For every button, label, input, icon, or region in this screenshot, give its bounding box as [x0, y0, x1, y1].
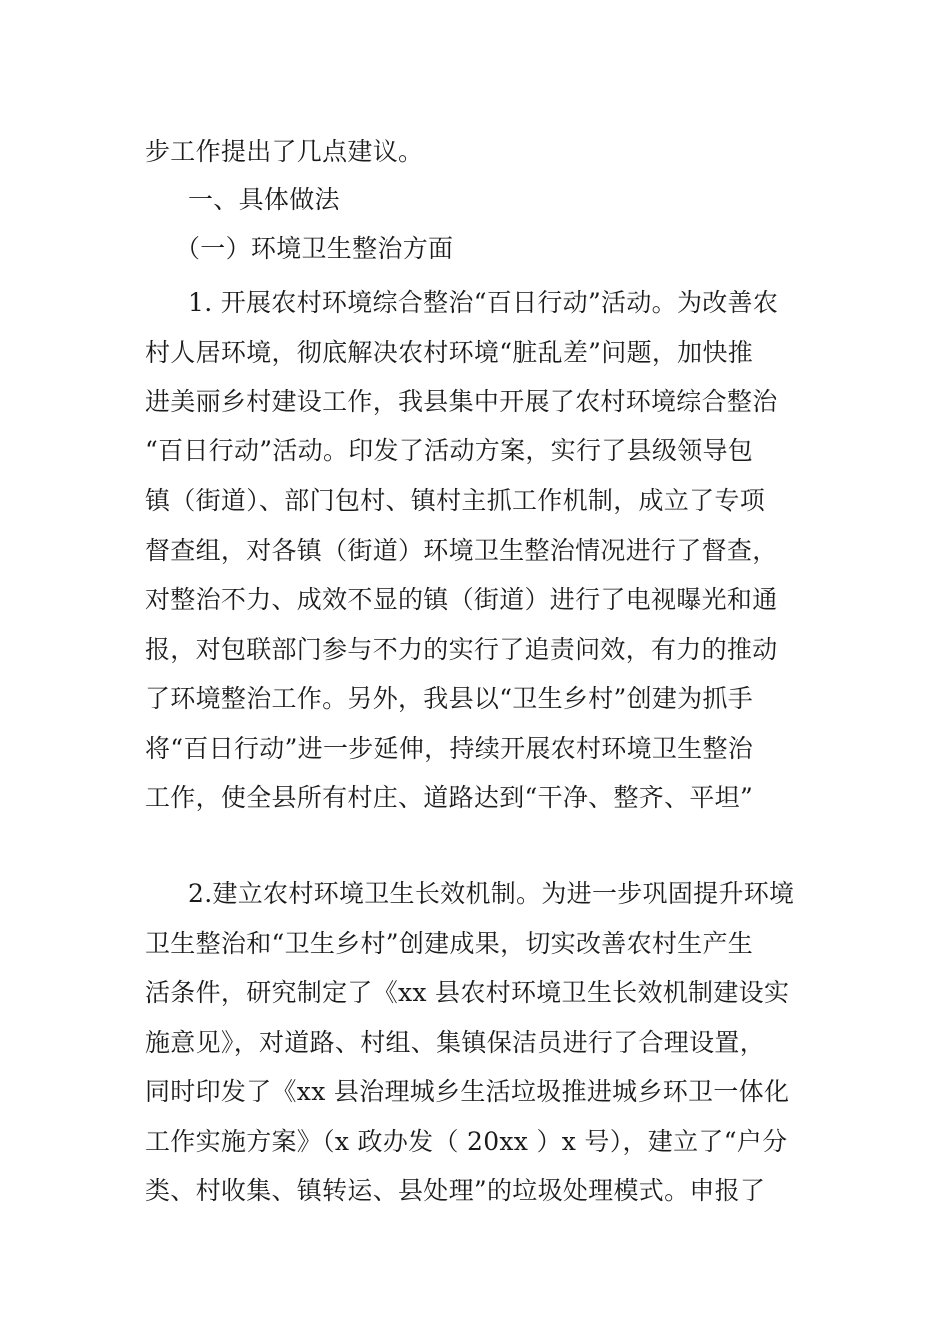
paragraph-line: 了环境整治工作。另外，我县以“卫生乡村”创建为抓手: [145, 684, 754, 713]
paragraph-line: 步工作提出了几点建议。: [145, 137, 424, 166]
paragraph-line: 报，对包联部门参与不力的实行了追责问效，有力的推动: [145, 635, 778, 664]
paragraph-line: 2.建立农村环境卫生长效机制。为进一步巩固提升环境: [188, 879, 795, 908]
paragraph-line: 工作实施方案》（x 政办发（ 20xx ）x 号），建立了“户分: [145, 1127, 788, 1156]
paragraph-line: 类、村收集、镇转运、县处理”的垃圾处理模式。申报了: [145, 1176, 766, 1205]
paragraph-line: 村人居环境，彻底解决农村环境“脏乱差”问题，加快推: [145, 338, 754, 367]
paragraph-line: 对整治不力、成效不显的镇（街道）进行了电视曝光和通: [145, 585, 778, 614]
section-heading: 一、具体做法: [188, 185, 340, 214]
paragraph-line: 将“百日行动”进一步延伸，持续开展农村环境卫生整治: [145, 734, 754, 763]
paragraph-line: 镇（街道）、部门包村、镇村主抓工作机制，成立了专项: [145, 486, 766, 515]
paragraph-line: 卫生整治和“卫生乡村”创建成果，切实改善农村生产生: [145, 929, 754, 958]
subsection-heading: （一）环境卫生整治方面: [175, 234, 454, 263]
paragraph-line: 活条件，研究制定了《xx 县农村环境卫生长效机制建设实: [145, 978, 790, 1007]
paragraph-line: 施意见》，对道路、村组、集镇保洁员进行了合理设置，: [145, 1028, 766, 1057]
paragraph-line: 同时印发了《xx 县治理城乡生活垃圾推进城乡环卫一体化: [145, 1077, 790, 1106]
paragraph-line: 进美丽乡村建设工作，我县集中开展了农村环境综合整治: [145, 387, 778, 416]
paragraph-line: 督查组，对各镇（街道）环境卫生整治情况进行了督查，: [145, 536, 778, 565]
paragraph-line: 工作，使全县所有村庄、道路达到“干净、整齐、平坦”: [145, 783, 754, 812]
paragraph-line: 1. 开展农村环境综合整治“百日行动”活动。为改善农: [188, 288, 779, 317]
paragraph-line: “百日行动”活动。印发了活动方案，实行了县级领导包: [145, 436, 754, 465]
